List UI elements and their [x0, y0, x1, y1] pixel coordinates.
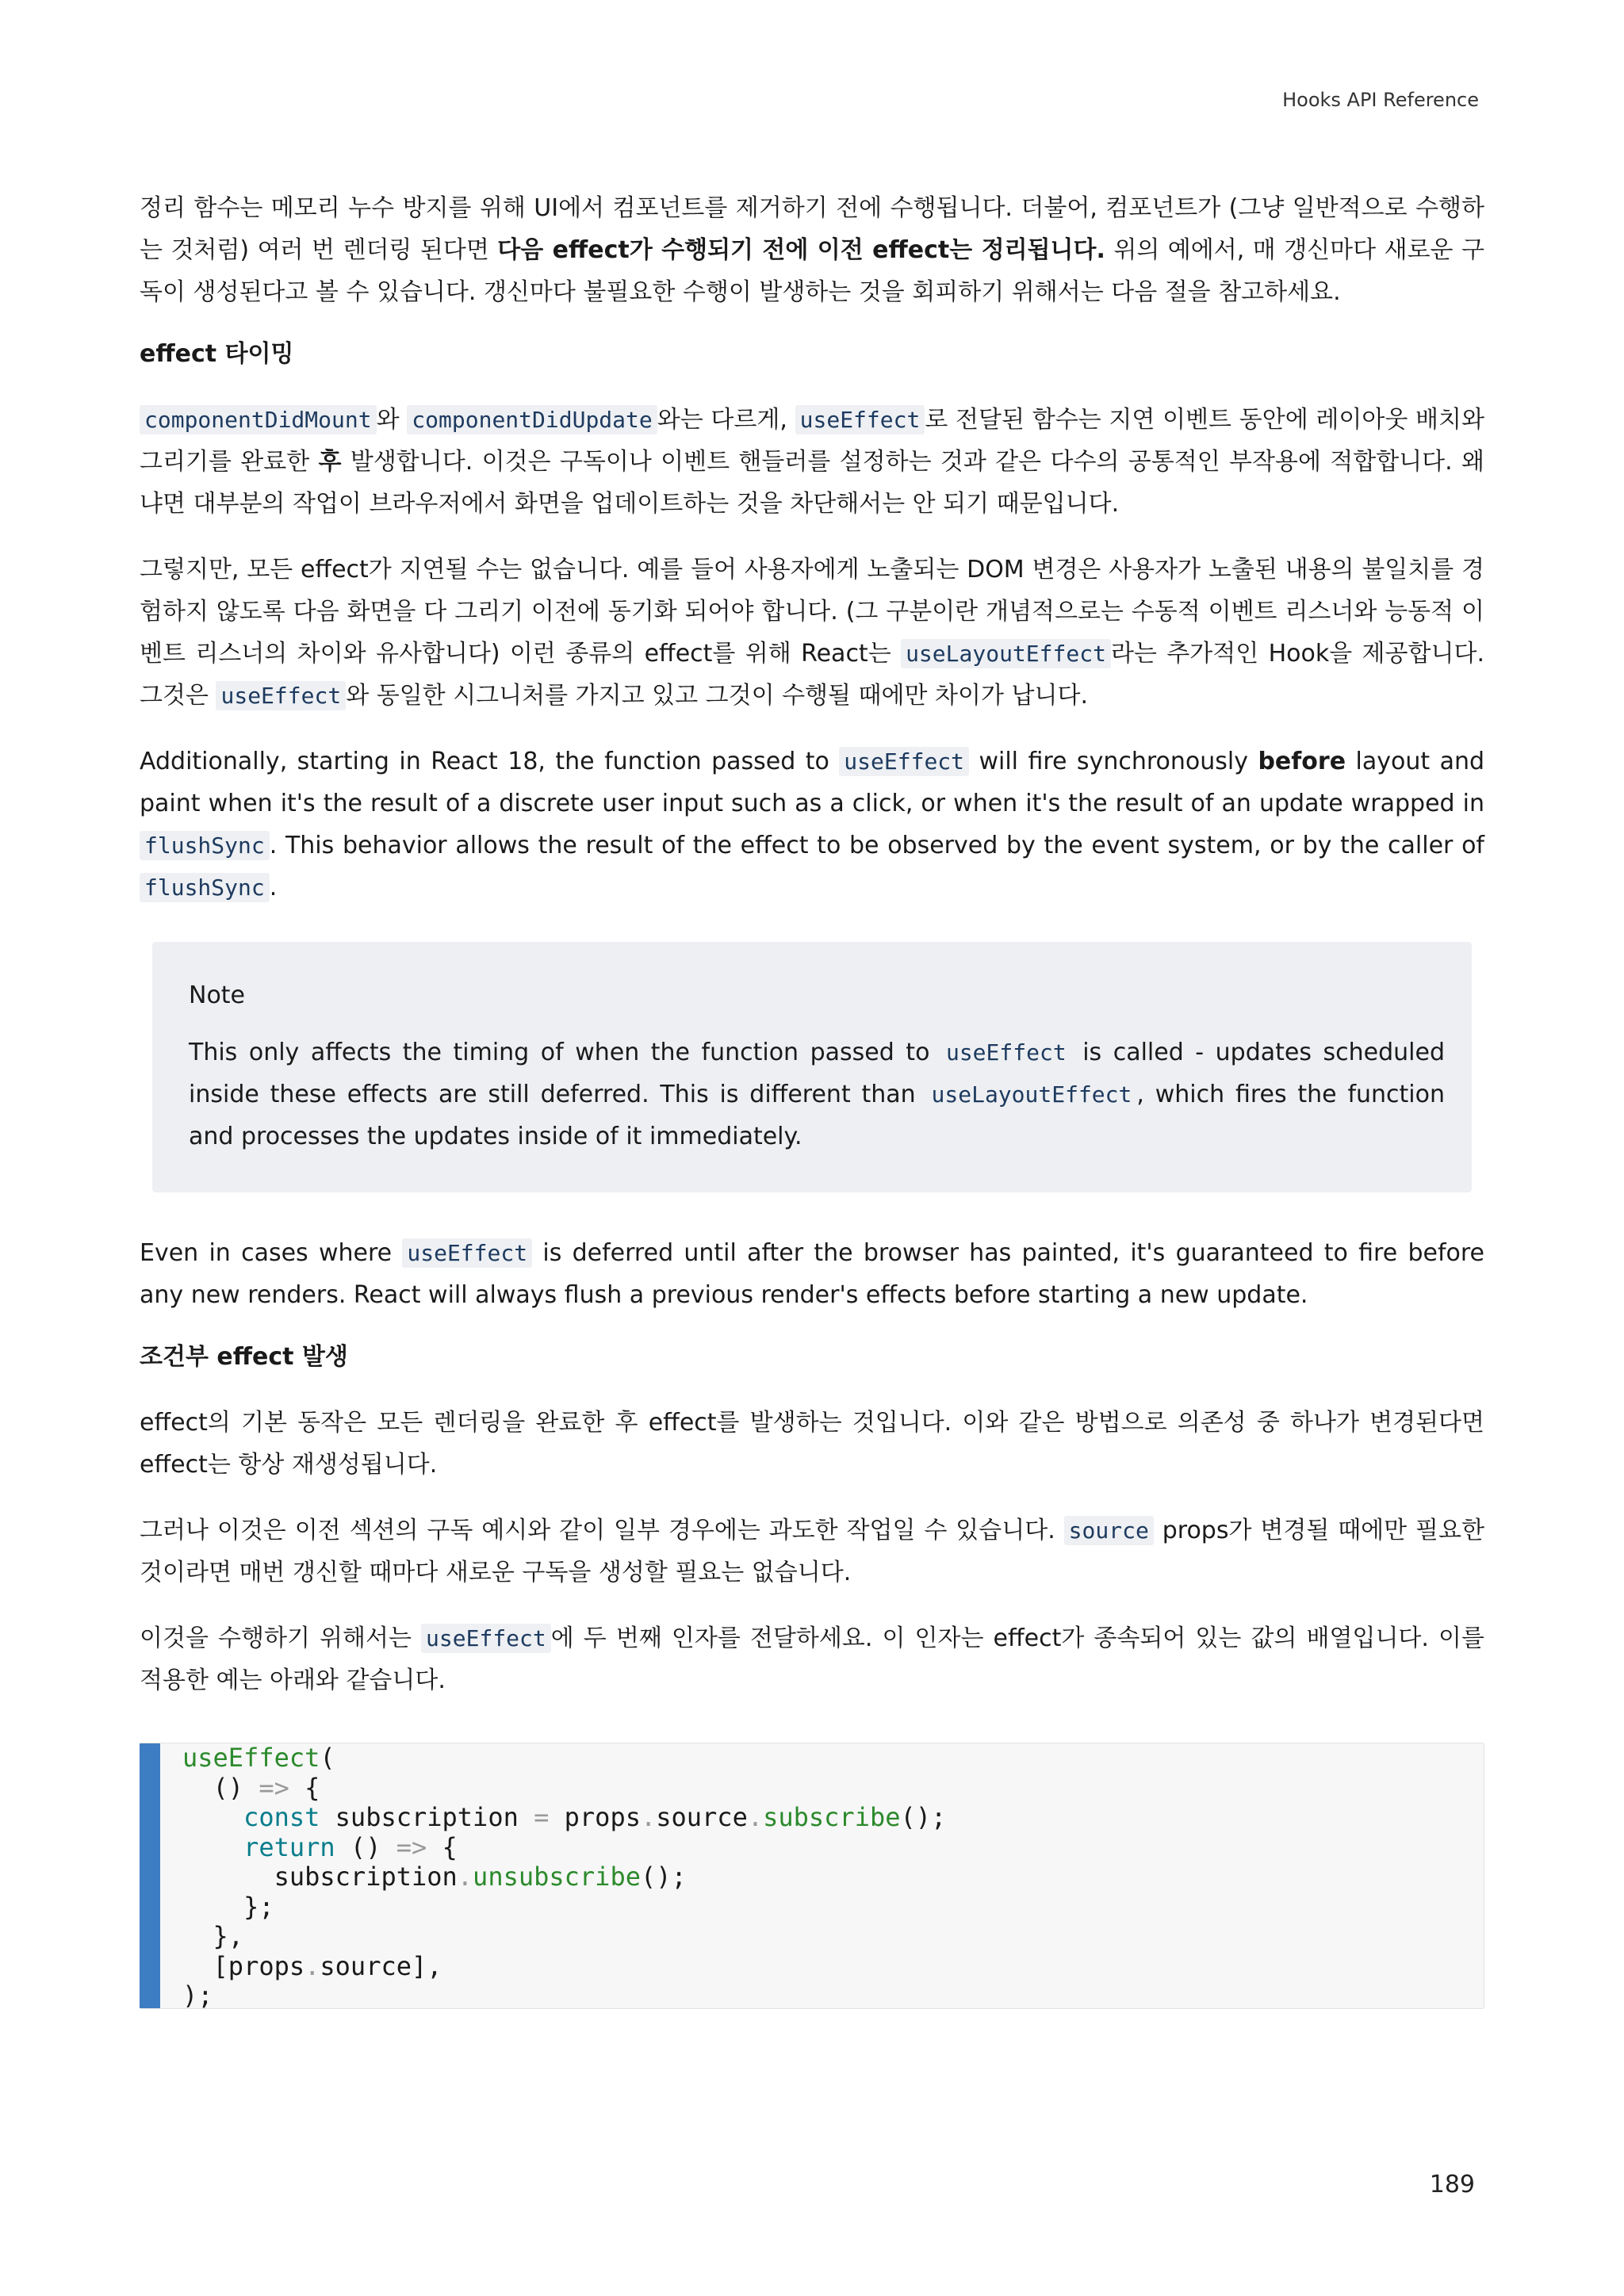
code-listing: useEffect( () => { const subscription = props.source.subscribe(); return () => { subscription.unsubscribe(); }; }, [props.source], ); — [182, 1743, 947, 2011]
bold-text: 다음 effect가 수행되기 전에 이전 effect는 정리됩니다. — [497, 236, 1105, 264]
note-title: Note — [189, 982, 246, 1009]
paragraph-default-behavior: effect의 기본 동작은 모든 렌더링을 완료한 후 effect를 발생하는 것입니다. 이와 같은 방법으로 의존성 중 하나가 변경된다면 effect는 항상 재생성됩니다. — [140, 1409, 1484, 1479]
note-text: This only affects the timing of when the function passed to useEffect is called - updates scheduled inside these effects are still deferred. This is different than useLayoutEffect , which fires the function and processes the updates inside of it immediately. — [189, 1039, 1445, 1150]
paragraph-react18: Additionally, starting in React 18, the function passed to useEffect will fire synchronously before layout and paint when it's the result of a discrete user input such as a click, or when it's the result of an update wrapped in flushSync . This behavior allows the result of the effect to be observed by the event system, or by the caller of flushSync . — [140, 748, 1485, 901]
paragraph-second-argument: 이것을 수행하기 위해서는 useEffect 에 두 번째 인자를 전달하세요. 이 인자는 effect가 종속되어 있는 값의 배열입니다. 이를 적용한 예는 아래와 같습니다. — [140, 1624, 1484, 1694]
inline-code: useLayoutEffect — [901, 639, 1111, 668]
code-block-accent-bar — [140, 1743, 160, 2008]
page-number: 189 — [1429, 2171, 1475, 2198]
paragraph-guaranteed: Even in cases where useEffect is deferred until after the browser has painted, it's guaranteed to fire before any new renders. React will always flush a previous render's effects before starting a new update. — [140, 1239, 1485, 1309]
section-heading-effect-timing: effect 타이밍 — [140, 340, 294, 368]
running-header: Hooks API Reference — [1282, 89, 1479, 111]
inline-code: flushSync — [140, 873, 270, 902]
bold-text: before — [1258, 748, 1346, 775]
inline-code: source — [1064, 1516, 1154, 1545]
paragraph-overkill: 그러나 이것은 이전 섹션의 구독 예시와 같이 일부 경우에는 과도한 작업일 수 있습니다. source props가 변경될 때에만 필요한 것이라면 매번 갱신할 때마다 새로운 구독을 생성할 필요는 없습니다. — [140, 1517, 1484, 1586]
bold-text: 후 — [318, 448, 342, 476]
paragraph-timing: componentDidMount 와 componentDidUpdate 와는 다르게, useEffect 로 전달된 함수는 지연 이벤트 동안에 레이아웃 배치와 그리기를 완료한 후 발생합니다. 이것은 구독이나 이벤트 핸들러를 설정하는 것과 같은 다수의 공통적인 부작용에 적합합니다. 왜냐면 대부분의 작업이 브라우저에서 화면을 업데이트하는 것을 차단해서는 안 되기 때문입니다. — [140, 406, 1484, 518]
paragraph-layout-effect: 그렇지만, 모든 effect가 지연될 수는 없습니다. 예를 들어 사용자에게 노출되는 DOM 변경은 사용자가 노출된 내용의 불일치를 경험하지 않도록 다음 화면을 다 그리기 이전에 동기화 되어야 합니다. (그 구분이란 개념적으로는 수동적 이벤트 리스너와 능동적 이벤트 리스너의 차이와 유사합니다) 이런 종류의 effect를 위해 React는 useLayoutEffect 라는 추가적인 Hook을 제공합니다. 그것은 useEffect 와 동일한 시그니처를 가지고 있고 그것이 수행될 때에만 차이가 납니다. — [140, 556, 1484, 710]
section-heading-conditional-effect: 조건부 effect 발생 — [140, 1343, 348, 1371]
inline-code: componentDidMount — [140, 405, 377, 434]
inline-code: componentDidUpdate — [407, 405, 657, 434]
inline-code: useEffect — [402, 1238, 532, 1268]
page-content — [140, 187, 1484, 2009]
inline-code: useLayoutEffect — [931, 1081, 1132, 1108]
inline-code: useEffect — [839, 747, 969, 776]
inline-code: useEffect — [945, 1039, 1067, 1066]
inline-code: useEffect — [421, 1624, 551, 1653]
inline-code: useEffect — [216, 681, 346, 710]
code-block — [140, 1743, 1484, 2009]
inline-code: useEffect — [795, 405, 925, 434]
paragraph-cleanup: 정리 함수는 메모리 누수 방지를 위해 UI에서 컴포넌트를 제거하기 전에 수행됩니다. 더불어, 컴포넌트가 (그냥 일반적으로 수행하는 것처럼) 여러 번 렌더링 된다면 다음 effect가 수행되기 전에 이전 effect는 정리됩니다. 위의 예에서, 매 갱신마다 새로운 구독이 생성된다고 볼 수 있습니다. 갱신마다 불필요한 수행이 발생하는 것을 회피하기 위해서는 다음 절을 참고하세요. — [140, 194, 1484, 306]
inline-code: flushSync — [140, 831, 270, 860]
note-box — [152, 942, 1472, 1192]
